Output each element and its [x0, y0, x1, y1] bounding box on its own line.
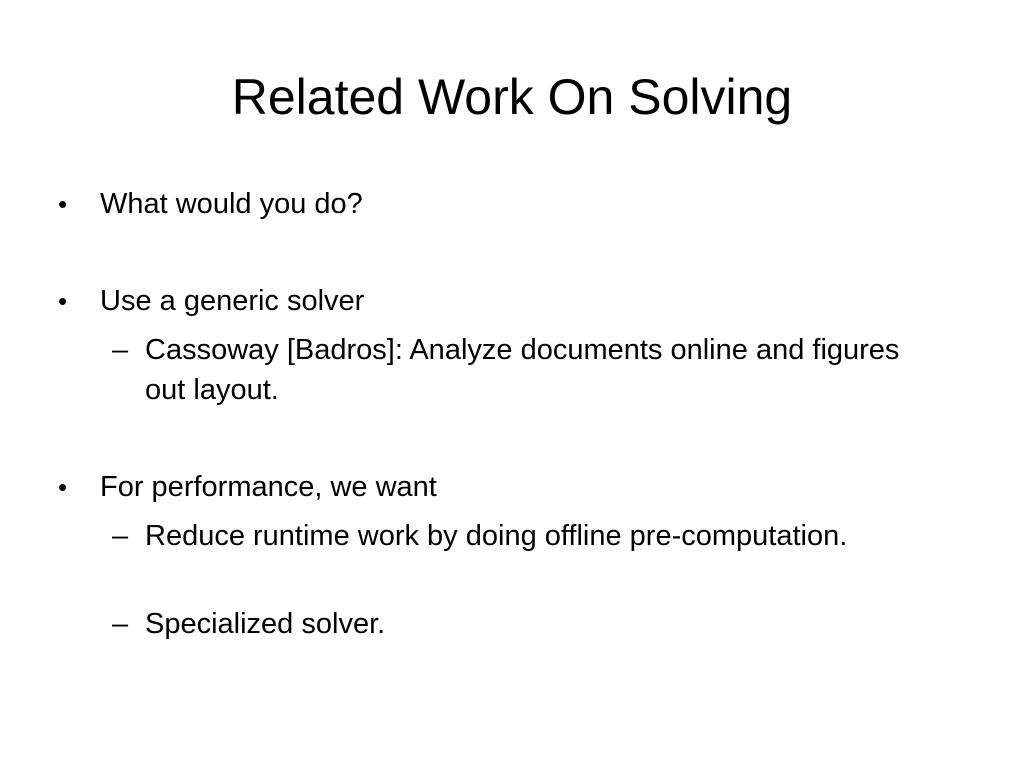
bullet-marker: •: [58, 189, 68, 219]
bullet-item: [58, 281, 960, 321]
bullet-text: Use a generic solver: [100, 285, 365, 317]
bullet-item: [58, 467, 960, 507]
sub-bullet-text: Reduce runtime work by doing offline pre-computation.: [145, 520, 848, 552]
sub-bullet-item: [112, 604, 945, 644]
bullet-item: [58, 184, 960, 224]
sub-bullet-text: Cassoway [Badros]: Analyze documents online and figures out layout.: [145, 334, 900, 406]
sub-bullet-marker: –: [112, 520, 129, 552]
sub-bullet-marker: –: [112, 334, 129, 366]
bullet-text: What would you do?: [100, 188, 363, 220]
sub-bullet-marker: –: [112, 608, 129, 640]
bullet-text: For performance, we want: [100, 471, 437, 503]
sub-bullet-item: [112, 330, 945, 410]
bullet-marker: •: [58, 286, 68, 316]
bullet-marker: •: [58, 472, 68, 502]
slide-title: Related Work On Solving: [231, 69, 793, 125]
sub-bullet-text: Specialized solver.: [145, 608, 386, 640]
sub-bullet-item: [112, 516, 945, 556]
